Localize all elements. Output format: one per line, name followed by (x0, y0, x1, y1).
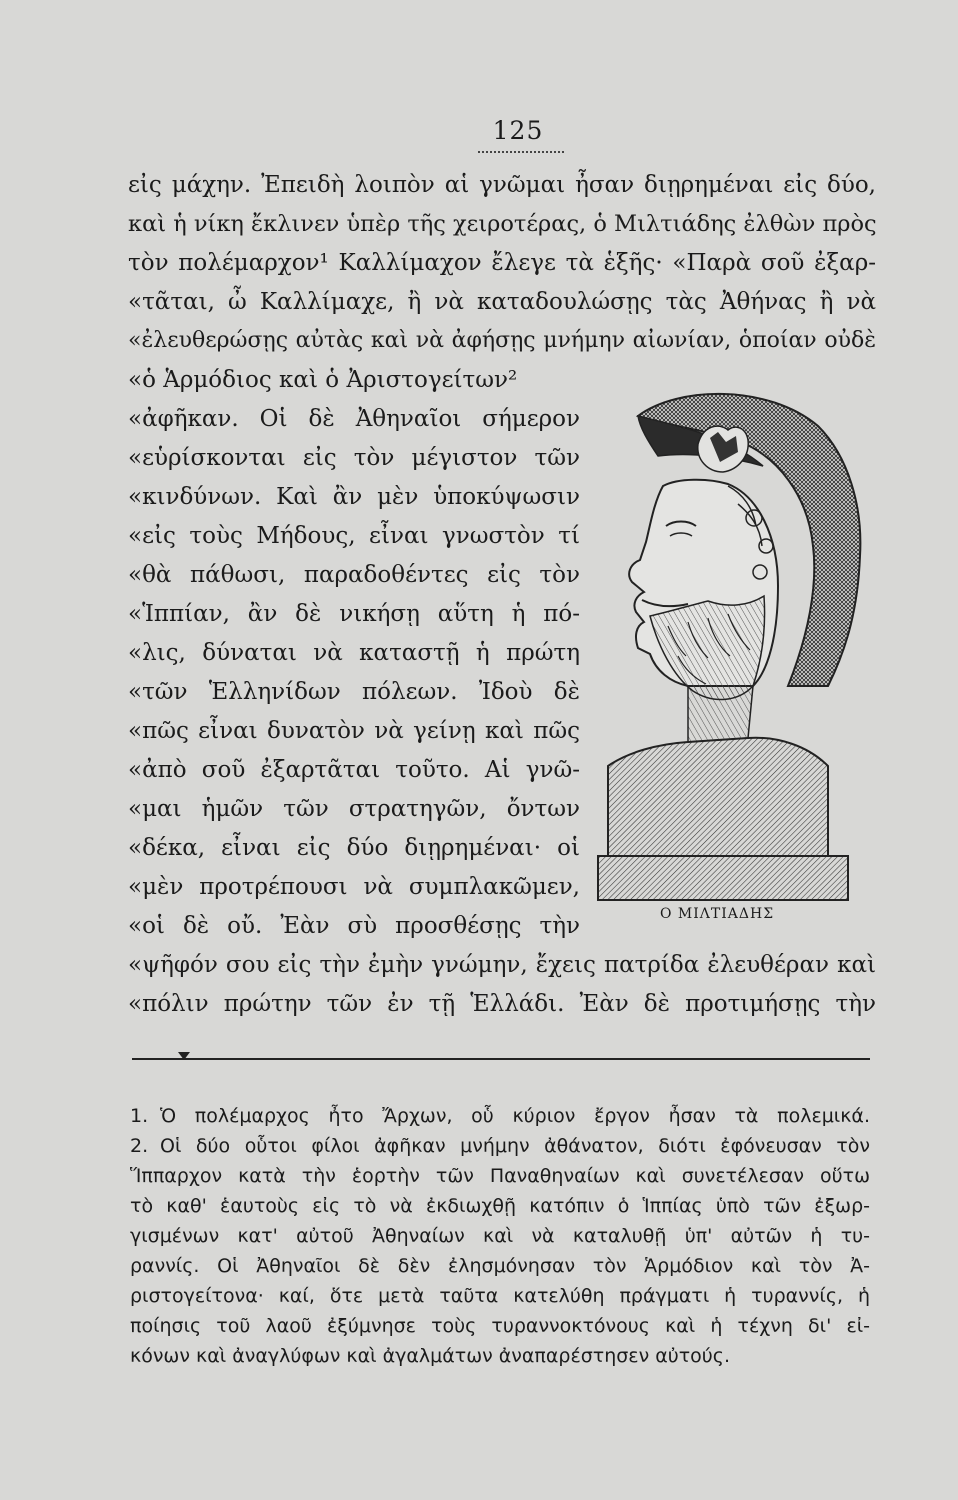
body-line-10: «εἰς τοὺς Μήδους, εἶναι γνωστὸν τί (128, 523, 580, 549)
body-line-5: «ἐλευθερώσῃς αὐτὰς καὶ νὰ ἀφήσῃς μνήμην αἰωνίαν, ὁποίαν οὐδὲ (128, 328, 876, 353)
footnote-2-line-2: Ἵππαρχον κατὰ τὴν ἑορτὴν τῶν Παναθηναίων καὶ συνετέλεσαν οὕτω (130, 1165, 870, 1187)
body-line-6: «ὁ Ἁρμόδιος καὶ ὁ Ἀριστογείτων² (128, 367, 518, 393)
body-line-20: «οἱ δὲ οὔ. Ἐὰν σὺ προσθέσῃς τὴν (128, 913, 580, 939)
body-line-1: εἰς μάχην. Ἐπειδὴ λοιπὸν αἱ γνῶμαι ἦσαν διῃρημέναι εἰς δύο, (128, 172, 876, 198)
footnote-2-line-8: κόνων καὶ ἀναγλύφων καὶ ἀγαλμάτων ἀναπαρέστησεν αὐτούς. (130, 1345, 730, 1367)
body-line-4: «τᾶται, ὦ Καλλίμαχε, ἢ νὰ καταδουλώσῃς τὰς Ἀθήνας ἢ νὰ (128, 289, 876, 315)
body-line-11: «θὰ πάθωσι, παραδοθέντες εἰς τὸν (128, 562, 580, 588)
footnote-2-line-3: τὸ καθ' ἑαυτοὺς εἰς τὸ νὰ ἐκδιωχθῇ κατόπιν ὁ Ἱππίας ὑπὸ τῶν ἐξωρ- (130, 1195, 870, 1217)
footnote-2-line-7: ποίησις τοῦ λαοῦ ἐξύμνησε τοὺς τυραννοκτόνους καὶ ἡ τέχνη δι' εἰ- (130, 1315, 870, 1337)
footnote-2-line-1 (130, 1134, 870, 1158)
body-line-18: «δέκα, εἶναι εἰς δύο διῃρημέναι· οἱ (128, 835, 580, 861)
page-number: 125 (492, 116, 544, 145)
footnote-1-number: 1. (130, 1105, 149, 1127)
body-line-22: «πόλιν πρώτην τῶν ἐν τῇ Ἑλλάδι. Ἐὰν δὲ προτιμήσῃς τὴν (128, 991, 876, 1017)
footnote-1 (130, 1104, 870, 1128)
body-line-17: «μαι ἡμῶν τῶν στρατηγῶν, ὄντων (128, 796, 580, 822)
footnote-1-text: Ὁ πολέμαρχος ἦτο Ἄρχων, οὗ κύριον ἔργον ἦσαν τὰ πολεμικά. (160, 1105, 870, 1127)
footnote-separator (132, 1058, 870, 1060)
body-line-16: «ἀπὸ σοῦ ἐξαρτᾶται τοῦτο. Αἱ γνῶ- (128, 757, 580, 783)
body-line-19: «μὲν προτρέπουσι νὰ συμπλακῶμεν, (128, 874, 580, 900)
body-line-15: «πῶς εἶναι δυνατὸν νὰ γείνῃ καὶ πῶς (128, 718, 580, 744)
footnote-2-number: 2. (130, 1135, 149, 1157)
footnote-2-line-6: ριστογείτονα· καί, ὅτε μετὰ ταῦτα κατελύθη πράγματι ἡ τυραννίς, ἡ (130, 1285, 870, 1307)
body-line-8: «εὑρίσκονται εἰς τὸν μέγιστον τῶν (128, 445, 580, 471)
body-line-3: τὸν πολέμαρχον¹ Καλλίμαχον ἔλεγε τὰ ἑξῆς· «Παρὰ σοῦ ἐξαρ- (128, 250, 876, 276)
body-line-12: «Ἱππίαν, ἂν δὲ νικήσῃ αὕτη ἡ πό- (128, 601, 580, 627)
footnote-2-text: Οἱ δύο οὗτοι φίλοι ἀφῆκαν μνήμην ἀθάνατον, διότι ἐφόνευσαν τὸν (160, 1135, 870, 1157)
footnote-2-line-4: γισμένων κατ' αὐτοῦ Ἀθηναίων καὶ νὰ καταλυθῇ ὑπ' αὐτῶν ἡ τυ- (130, 1225, 870, 1247)
footnote-separator-mark (178, 1052, 190, 1060)
body-line-14: «τῶν Ἑλληνίδων πόλεων. Ἰδοὺ δὲ (128, 679, 580, 705)
illustration-caption: Ο ΜΙΛΤΙΑΔΗΣ (660, 906, 775, 922)
footnote-2-line-5: ραννίς. Οἱ Ἀθηναῖοι δὲ δὲν ἐλησμόνησαν τὸν Ἁρμόδιον καὶ τὸν Ἀ- (130, 1255, 870, 1277)
body-line-7: «ἀφῆκαν. Οἱ δὲ Ἀθηναῖοι σήμερον (128, 406, 580, 432)
body-line-9: «κινδύνων. Καὶ ἂν μὲν ὑποκύψωσιν (128, 484, 580, 510)
body-line-21: «ψῆφόν σου εἰς τὴν ἐμὴν γνώμην, ἔχεις πατρίδα ἐλευθέραν καὶ (128, 952, 876, 978)
body-line-13: «λις, δύναται νὰ καταστῇ ἡ πρώτη (128, 640, 580, 666)
body-line-2: καὶ ἡ νίκη ἔκλινεν ὑπὲρ τῆς χειροτέρας, ὁ Μιλτιάδης ἐλθὼν πρὸς (128, 211, 877, 237)
miltiades-portrait-illustration (578, 386, 870, 902)
page-number-ornament (478, 147, 564, 153)
